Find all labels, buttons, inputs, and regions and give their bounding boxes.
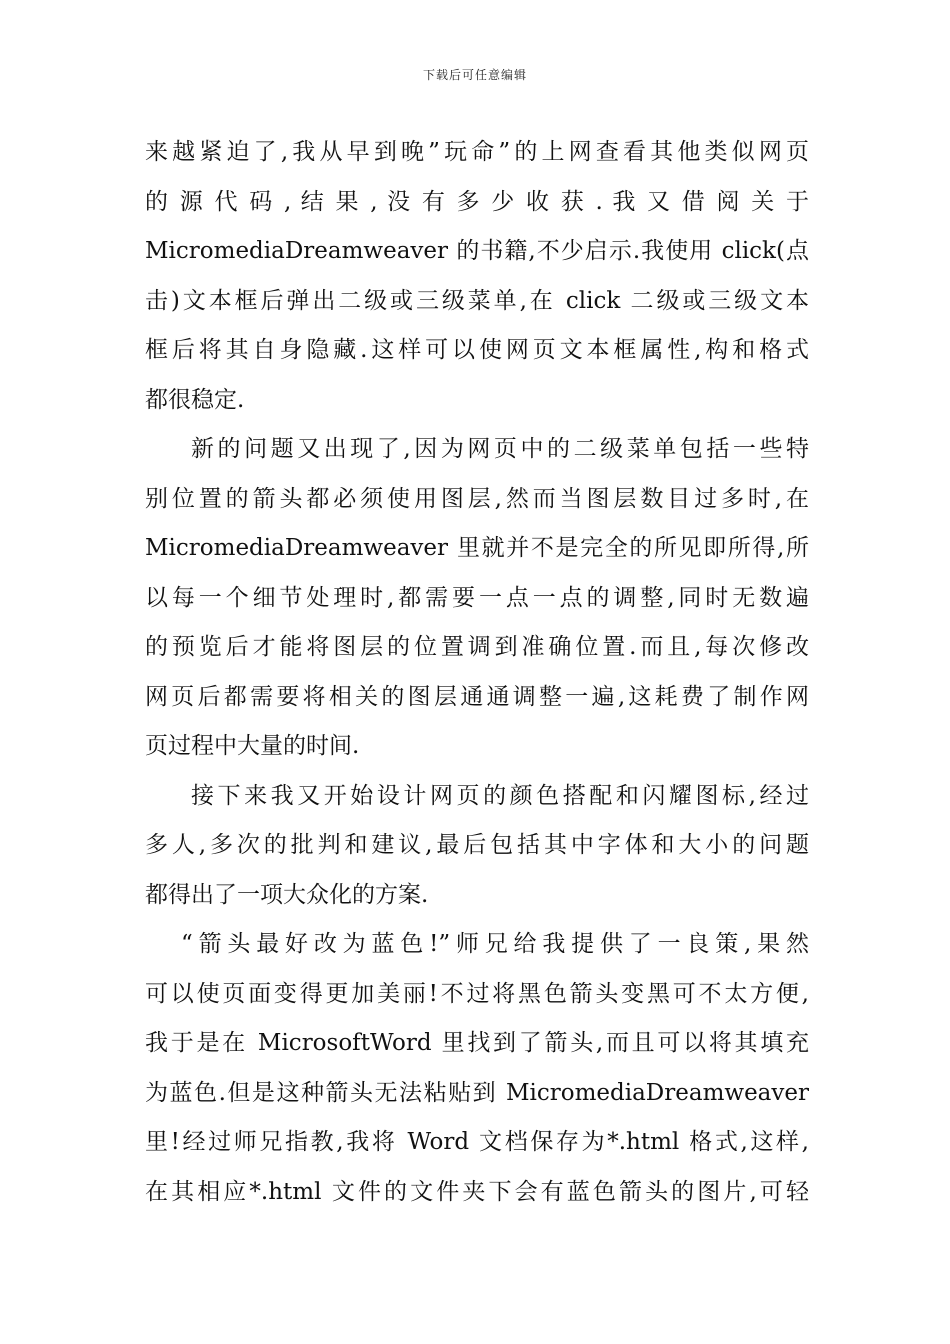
text-line: 都得出了一项大众化的方案. [145,881,429,908]
paragraph [145,772,809,921]
text-line: 可以使页面变得更加美丽!不过将黑色箭头变黑可不太方便, [145,980,809,1007]
text-line: “箭头最好改为蓝色!”师兄给我提供了一良策,果然 [181,931,809,957]
paragraph [145,128,809,425]
text-line: 接下来我又开始设计网页的颜色搭配和闪耀图标,经过 [191,782,809,809]
text-line: 的预览后才能将图层的位置调到准确位置.而且,每次修改 [145,634,809,660]
page-header: 下载后可任意编辑 [422,68,527,82]
text-line: 网页后都需要将相关的图层通通调整一遍,这耗费了制作网 [145,683,809,710]
text-line: 以每一个细节处理时,都需要一点一点的调整,同时无数遍 [145,584,809,611]
text-line: 击)文本框后弹出二级或三级菜单,在 click 二级或三级文本 [145,287,809,314]
text-line: 别位置的箭头都必须使用图层,然而当图层数目过多时,在 [145,485,809,512]
text-line: 多人,多次的批判和建议,最后包括其中字体和大小的问题 [145,832,809,858]
text-line: 的 源 代 码 , 结 果 , 没 有 多 少 收 获 . 我 又 借 阅 关 于 [145,188,809,215]
text-line: 我于是在 MicrosoftWord 里找到了箭头,而且可以将其填充 [145,1030,809,1056]
text-line: 在其相应*.html 文件的文件夹下会有蓝色箭头的图片,可轻 [145,1178,809,1205]
paragraph [145,920,809,1217]
text-line: 新的问题又出现了,因为网页中的二级菜单包括一些特 [191,436,809,462]
text-line: MicromediaDreamweaver 里就并不是完全的所见即所得,所 [145,535,809,561]
text-line: 框后将其自身隐藏.这样可以使网页文本框属性,构和格式 [145,337,809,363]
text-line: 为蓝色.但是这种箭头无法粘贴到 MicromediaDreamweaver [145,1079,809,1106]
text-line: 页过程中大量的时间. [145,733,360,759]
text-line: MicromediaDreamweaver 的书籍,不少启示.我使用 click(点 [145,238,809,264]
text-line: 来越紧迫了,我从早到晚”玩命”的上网查看其他类似网页 [145,139,809,165]
text-line: 都很稳定. [145,386,245,413]
document-body [145,128,809,1217]
text-line: 里!经过师兄指教,我将 Word 文档保存为*.html 格式,这样, [145,1129,809,1155]
paragraph [145,425,809,772]
